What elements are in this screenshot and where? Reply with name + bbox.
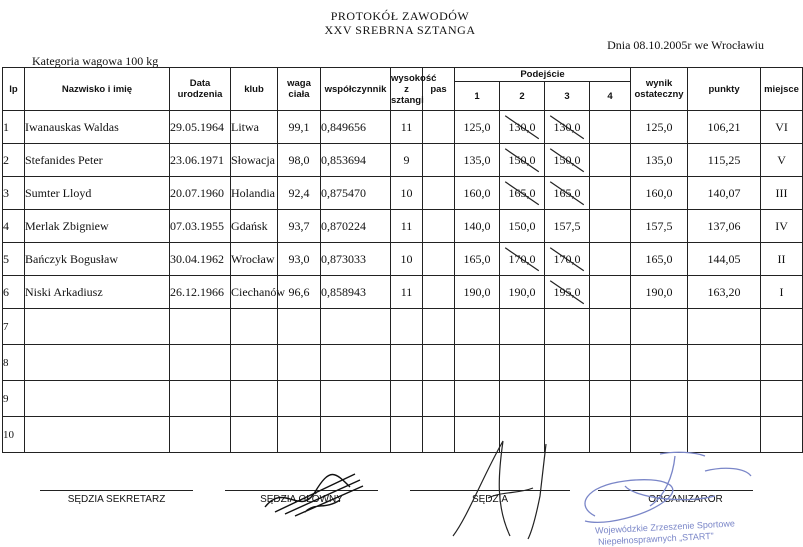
weight-category: Kategoria wagowa 100 kg <box>32 54 159 68</box>
points: 106,21 <box>688 111 761 144</box>
empty-cell <box>761 417 803 453</box>
coefficient: 0,873033 <box>321 243 391 276</box>
failed-attempt-strike <box>547 179 587 207</box>
empty-cell <box>170 309 231 345</box>
bar-height: 11 <box>391 210 423 243</box>
attempt-value: 195,0 <box>553 284 581 299</box>
empty-cell <box>391 417 423 453</box>
empty-cell <box>545 309 590 345</box>
athlete-name: Stefanides Peter <box>25 144 170 177</box>
empty-cell <box>278 417 321 453</box>
row-lp: 10 <box>3 417 25 453</box>
table-row <box>3 243 803 276</box>
empty-cell <box>170 417 231 453</box>
empty-cell <box>761 309 803 345</box>
empty-cell <box>321 417 391 453</box>
club-name: Litwa <box>231 111 278 144</box>
coefficient: 0,875470 <box>321 177 391 210</box>
body-weight: 92,4 <box>278 177 321 210</box>
empty-cell <box>321 381 391 417</box>
table-row <box>3 111 803 144</box>
col-lp: lp <box>3 68 25 111</box>
secretary-signature-line <box>40 490 193 491</box>
judge-label: SĘDZIA <box>471 494 509 505</box>
empty-cell <box>25 309 170 345</box>
attempt-1 <box>455 276 500 309</box>
empty-cell <box>231 381 278 417</box>
col-bar-height: wysokość z sztangi <box>391 68 423 111</box>
final-result: 157,5 <box>631 210 688 243</box>
empty-cell <box>500 309 545 345</box>
empty-cell <box>25 417 170 453</box>
col-points: punkty <box>688 68 761 111</box>
empty-cell <box>631 309 688 345</box>
place: V <box>761 144 803 177</box>
empty-cell <box>278 345 321 381</box>
attempt-value: 130,0 <box>553 119 581 134</box>
attempt-4 <box>590 210 631 243</box>
empty-cell <box>231 309 278 345</box>
table-row <box>3 144 803 177</box>
attempt-value: 150,0 <box>553 152 581 167</box>
failed-attempt-strike <box>502 245 542 273</box>
attempt-value: 165,0 <box>508 185 536 200</box>
row-lp: 8 <box>3 345 25 381</box>
attempt-2 <box>500 210 545 243</box>
bar-height: 10 <box>391 177 423 210</box>
points: 163,20 <box>688 276 761 309</box>
attempt-4 <box>590 111 631 144</box>
club-name: Słowacja <box>231 144 278 177</box>
organization-stamp: Wojewódzkie Zrzeszenie Sportowe <box>594 518 736 536</box>
place: III <box>761 177 803 210</box>
row-lp: 7 <box>3 309 25 345</box>
empty-cell <box>455 381 500 417</box>
final-result: 125,0 <box>631 111 688 144</box>
empty-cell <box>545 345 590 381</box>
bar-height: 11 <box>391 276 423 309</box>
body-weight: 98,0 <box>278 144 321 177</box>
empty-cell <box>545 381 590 417</box>
birth-date: 23.06.1971 <box>170 144 231 177</box>
birth-date: 20.07.1960 <box>170 177 231 210</box>
empty-cell <box>231 345 278 381</box>
attempt-3 <box>545 276 590 309</box>
col-coef: współczynnik <box>321 68 391 111</box>
attempt-1 <box>455 111 500 144</box>
empty-cell <box>761 345 803 381</box>
row-lp: 6 <box>3 276 25 309</box>
coefficient: 0,858943 <box>321 276 391 309</box>
body-weight: 96,6 <box>278 276 321 309</box>
belt <box>423 276 455 309</box>
belt <box>423 111 455 144</box>
attempt-value: 140,0 <box>463 218 491 233</box>
coefficient: 0,853694 <box>321 144 391 177</box>
empty-cell <box>631 345 688 381</box>
empty-cell <box>688 345 761 381</box>
attempt-3 <box>545 144 590 177</box>
empty-cell <box>321 345 391 381</box>
final-result: 160,0 <box>631 177 688 210</box>
empty-row <box>3 381 803 417</box>
place: VI <box>761 111 803 144</box>
col-attempt-4: 4 <box>590 82 631 111</box>
empty-cell <box>231 417 278 453</box>
col-name: Nazwisko i imię <box>25 68 170 111</box>
table-row <box>3 276 803 309</box>
col-belt: pas <box>423 68 455 111</box>
attempt-3 <box>545 177 590 210</box>
attempt-1 <box>455 210 500 243</box>
attempt-2 <box>500 276 545 309</box>
empty-cell <box>631 381 688 417</box>
empty-cell <box>423 381 455 417</box>
document-title: PROTOKÓŁ ZAWODÓW <box>330 9 470 23</box>
date-place: Dnia 08.10.2005r we Wrocławiu <box>607 38 764 52</box>
empty-cell <box>500 345 545 381</box>
attempt-1 <box>455 177 500 210</box>
table-row <box>3 177 803 210</box>
empty-cell <box>761 381 803 417</box>
row-lp: 9 <box>3 381 25 417</box>
club-name: Gdańsk <box>231 210 278 243</box>
row-lp: 3 <box>3 177 25 210</box>
birth-date: 07.03.1955 <box>170 210 231 243</box>
attempt-value: 190,0 <box>463 284 491 299</box>
points: 115,25 <box>688 144 761 177</box>
final-result: 135,0 <box>631 144 688 177</box>
empty-cell <box>590 345 631 381</box>
organizer-label: ORGANIZAROR <box>648 494 723 505</box>
athlete-name: Sumter Lloyd <box>25 177 170 210</box>
attempt-2 <box>500 243 545 276</box>
secretary-label: SĘDZIA SEKRETARZ <box>67 494 166 505</box>
failed-attempt-strike <box>502 146 542 174</box>
birth-date: 30.04.1962 <box>170 243 231 276</box>
belt <box>423 177 455 210</box>
final-result: 165,0 <box>631 243 688 276</box>
attempt-value: 165,0 <box>553 185 581 200</box>
athlete-name: Merlak Zbigniew <box>25 210 170 243</box>
col-attempt-1: 1 <box>455 82 500 111</box>
empty-cell <box>170 345 231 381</box>
attempt-value: 130,0 <box>508 119 536 134</box>
coefficient: 0,870224 <box>321 210 391 243</box>
points: 137,06 <box>688 210 761 243</box>
empty-cell <box>590 309 631 345</box>
club-name: Holandia <box>231 177 278 210</box>
attempt-3 <box>545 243 590 276</box>
organization-stamp-line2: Niepełnosprawnych „START” <box>597 530 714 547</box>
col-place: miejsce <box>761 68 803 111</box>
empty-row <box>3 345 803 381</box>
place: II <box>761 243 803 276</box>
failed-attempt-strike <box>547 113 587 141</box>
place: IV <box>761 210 803 243</box>
empty-cell <box>423 345 455 381</box>
athlete-name: Bańczyk Bogusław <box>25 243 170 276</box>
club-name: Wrocław <box>231 243 278 276</box>
belt <box>423 144 455 177</box>
athlete-name: Iwanauskas Waldas <box>25 111 170 144</box>
judge-signature <box>448 436 558 539</box>
points: 140,07 <box>688 177 761 210</box>
attempt-value: 190,0 <box>508 284 536 299</box>
attempt-value: 125,0 <box>463 119 491 134</box>
row-lp: 5 <box>3 243 25 276</box>
attempt-value: 165,0 <box>463 251 491 266</box>
birth-date: 29.05.1964 <box>170 111 231 144</box>
col-attempt-3: 3 <box>545 82 590 111</box>
bar-height: 9 <box>391 144 423 177</box>
failed-attempt-strike <box>502 113 542 141</box>
attempt-value: 135,0 <box>463 152 491 167</box>
empty-cell <box>278 381 321 417</box>
attempt-2 <box>500 177 545 210</box>
empty-cell <box>391 381 423 417</box>
row-lp: 2 <box>3 144 25 177</box>
chief-judge-signature <box>255 462 375 522</box>
attempt-value: 150,0 <box>508 218 536 233</box>
attempt-4 <box>590 144 631 177</box>
row-lp: 1 <box>3 111 25 144</box>
results-table <box>2 67 803 453</box>
empty-cell <box>688 309 761 345</box>
attempt-value: 157,5 <box>553 218 581 233</box>
body-weight: 99,1 <box>278 111 321 144</box>
col-attempts: Podejście <box>455 68 631 82</box>
failed-attempt-strike <box>547 146 587 174</box>
coefficient: 0,849656 <box>321 111 391 144</box>
competition-name: XXV SREBRNA SZTANGA <box>324 23 476 37</box>
col-club: klub <box>231 68 278 111</box>
body-weight: 93,0 <box>278 243 321 276</box>
empty-cell <box>170 381 231 417</box>
failed-attempt-strike <box>547 245 587 273</box>
bar-height: 10 <box>391 243 423 276</box>
table-row <box>3 210 803 243</box>
body-weight: 93,7 <box>278 210 321 243</box>
empty-row <box>3 309 803 345</box>
empty-cell <box>391 345 423 381</box>
empty-cell <box>590 381 631 417</box>
attempt-value: 160,0 <box>463 185 491 200</box>
athlete-name: Niski Arkadiusz <box>25 276 170 309</box>
empty-cell <box>25 381 170 417</box>
attempt-value: 150,0 <box>508 152 536 167</box>
empty-cell <box>455 309 500 345</box>
empty-cell <box>423 309 455 345</box>
attempt-3 <box>545 111 590 144</box>
attempt-3 <box>545 210 590 243</box>
col-final: wynik ostateczny <box>631 68 688 111</box>
belt <box>423 210 455 243</box>
final-result: 190,0 <box>631 276 688 309</box>
row-lp: 4 <box>3 210 25 243</box>
points: 144,05 <box>688 243 761 276</box>
attempt-1 <box>455 243 500 276</box>
club-name: Ciechanów <box>231 276 278 309</box>
col-birth: Data urodzenia <box>170 68 231 111</box>
attempt-4 <box>590 243 631 276</box>
bar-height: 11 <box>391 111 423 144</box>
col-attempt-2: 2 <box>500 82 545 111</box>
attempt-4 <box>590 177 631 210</box>
attempt-4 <box>590 276 631 309</box>
empty-cell <box>278 309 321 345</box>
empty-cell <box>455 345 500 381</box>
attempt-1 <box>455 144 500 177</box>
empty-cell <box>500 381 545 417</box>
failed-attempt-strike <box>547 278 587 306</box>
empty-cell <box>391 309 423 345</box>
attempt-value: 170,0 <box>553 251 581 266</box>
col-weight: waga ciała <box>278 68 321 111</box>
place: I <box>761 276 803 309</box>
results-body <box>3 111 803 453</box>
attempt-2 <box>500 144 545 177</box>
attempt-value: 170,0 <box>508 251 536 266</box>
empty-cell <box>688 381 761 417</box>
birth-date: 26.12.1966 <box>170 276 231 309</box>
failed-attempt-strike <box>502 179 542 207</box>
attempt-2 <box>500 111 545 144</box>
empty-cell <box>321 309 391 345</box>
empty-cell <box>25 345 170 381</box>
chief-judge-label: SĘDZIA GŁÓWNY <box>260 494 343 505</box>
belt <box>423 243 455 276</box>
